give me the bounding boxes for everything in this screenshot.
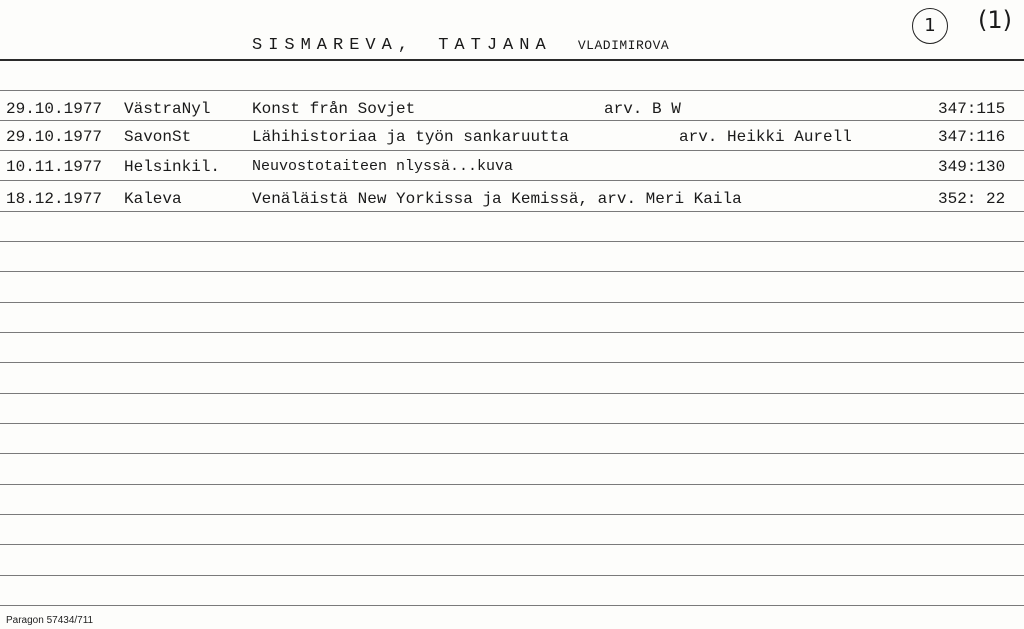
entry-reviewer: arv. B W [604, 100, 681, 118]
entry-date: 29.10.1977 [6, 100, 103, 118]
entry-reviewer: arv. Heikki Aurell [679, 128, 852, 146]
entry-source: VästraNyl [124, 100, 211, 118]
entry-reference: 349:130 [938, 158, 1006, 176]
parenthesized-number: (1) [978, 6, 1012, 34]
entry-row [0, 96, 1024, 126]
entry-row [0, 186, 1024, 216]
entry-date: 29.10.1977 [6, 128, 103, 146]
ruled-line [0, 362, 1024, 363]
ruled-line [0, 90, 1024, 91]
entry-row [0, 124, 1024, 154]
ruled-line [0, 484, 1024, 485]
ruled-line [0, 605, 1024, 606]
ruled-line [0, 575, 1024, 576]
ruled-line [0, 241, 1024, 242]
entry-date: 18.12.1977 [6, 190, 103, 208]
printer-imprint: Paragon 57434/711 [6, 615, 94, 626]
entry-reference: 352: 22 [938, 190, 1006, 208]
surname: SISMAREVA, [252, 36, 415, 55]
ruled-line [0, 423, 1024, 424]
header-rule [0, 59, 1024, 61]
entry-title: Lähihistoriaa ja työn sankaruutta [252, 128, 569, 146]
ruled-line [0, 332, 1024, 333]
ruled-line [0, 393, 1024, 394]
ruled-line [0, 544, 1024, 545]
entry-reference: 347:115 [938, 100, 1006, 118]
entry-row [0, 154, 1024, 184]
circled-number: 1 [912, 8, 948, 44]
ruled-line [0, 302, 1024, 303]
ruled-line [0, 271, 1024, 272]
entry-title: Konst från Sovjet [252, 100, 416, 118]
entry-date: 10.11.1977 [6, 158, 103, 176]
patronymic: VLADIMIROVA [577, 38, 670, 53]
entry-title: Venäläistä New Yorkissa ja Kemissä, arv. Meri Kaila [252, 190, 742, 208]
entry-source: Helsinkil. [124, 158, 221, 176]
card-heading [252, 36, 669, 55]
entry-source: SavonSt [124, 128, 192, 146]
ruled-line [0, 514, 1024, 515]
entry-source: Kaleva [124, 190, 182, 208]
entry-reference: 347:116 [938, 128, 1006, 146]
entry-title: Neuvostotaiteen nlyssä...kuva [252, 158, 514, 175]
given-name: TATJANA [438, 36, 552, 55]
ruled-line [0, 453, 1024, 454]
